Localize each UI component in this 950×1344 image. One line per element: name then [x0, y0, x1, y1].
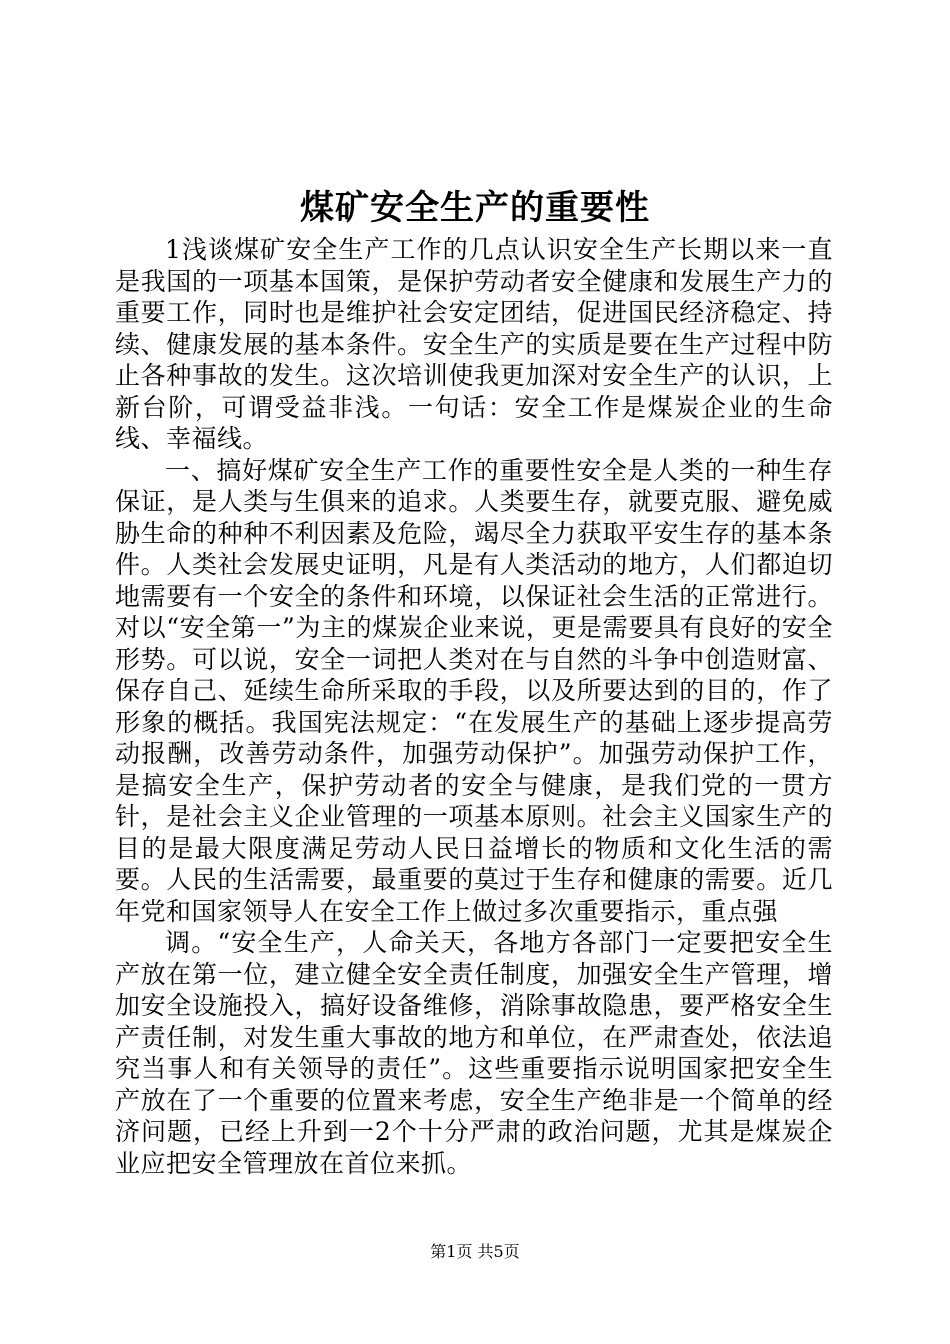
paragraph-2: 一、搞好煤矿安全生产工作的重要性安全是人类的一种生存保证，是人类与生俱来的追求。人类要生存，就要克服、避免威胁生命的种种不利因素及危险，竭尽全力获取平安生存的基本条件。人类社会发展史证明，凡是有人类活动的地方，人们都迫切地需要有一个安全的条件和环境，以保证社会生活的正常进行。对以“安全第一”为主的煤炭企业来说，更是需要具有良好的安全形势。可以说，安全一词把人类对在与自然的斗争中创造财富、保存自己、延续生命所采取的手段，以及所要达到的目的，作了形象的概括。我国宪法规定：“在发展生产的基础上逐步提高劳动报酬，改善劳动条件，加强劳动保护”。加强劳动保护工作，是搞安全生产，保护劳动者的安全与健康，是我们党的一贯方针，是社会主义企业管理的一项基本原则。社会主义国家生产的目的是最大限度满足劳动人民日益增长的物质和文化生活的需要。人民的生活需要，最重要的莫过于生存和健康的需要。近几年党和国家领导人在安全工作上做过多次重要指示，重点强	[115, 455, 833, 926]
paragraph-3: 调。“安全生产，人命关天，各地方各部门一定要把安全生产放在第一位，建立健全安全责任制度，加强安全生产管理，增加安全设施投入，搞好设备维修，消除事故隐患，要严格安全生产责任制，对发生重大事故的地方和单位，在严肃查处，依法追究当事人和有关领导的责任”。这些重要指示说明国家把安全生产放在了一个重要的位置来考虑，安全生产绝非是一个简单的经济问题，已经上升到一2个十分严肃的政治问题，尤其是煤炭企业应把安全管理放在首位来抓。	[115, 928, 833, 1178]
document-body	[115, 234, 833, 1179]
paragraph-1: 1浅谈煤矿安全生产工作的几点认识安全生产长期以来一直是我国的一项基本国策，是保护劳动者安全健康和发展生产力的重要工作，同时也是维护社会安定团结，促进国民经济稳定、持续、健康发展的基本条件。安全生产的实质是要在生产过程中防止各种事故的发生。这次培训使我更加深对安全生产的认识，上新台阶，可谓受益非浅。一句话：安全工作是煤炭企业的生命线、幸福线。	[115, 235, 833, 453]
document-title: 煤矿安全生产的重要性	[300, 188, 650, 228]
page-number-footer: 第1页 共5页	[430, 1242, 520, 1261]
